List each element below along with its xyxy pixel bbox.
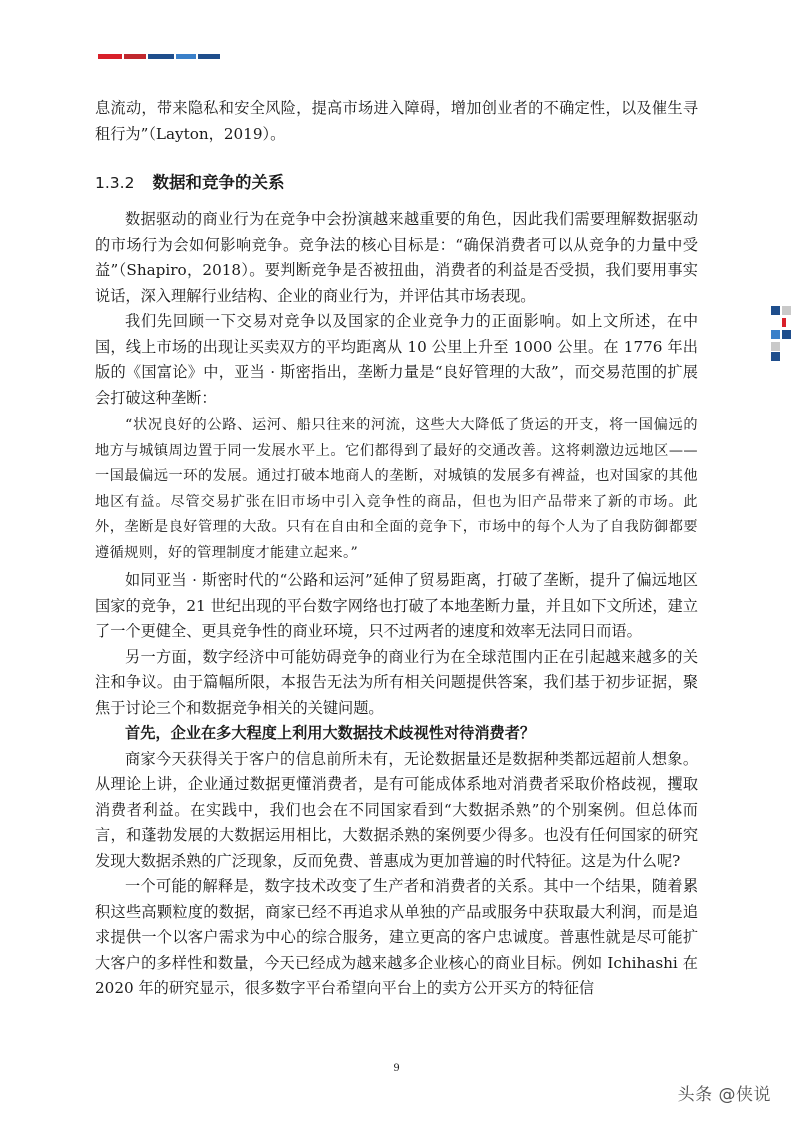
paragraph-top: 息流动，带来隐私和安全风险，提高市场进入障碍，增加创业者的不确定性，以及催生寻租行为”（Layton，2019）。 — [95, 99, 698, 143]
quote-text: “状况良好的公路、运河、船只往来的河流，这些大大降低了货运的开支，将一国偏远的地方与城镇周边置于同一发展水平上。它们都得到了最好的交通改善。这将刺激边远地区——一国最偏远一环的发展。通过打破本地商人的垄断，对城镇的发展多有裨益，也对国家的其他地区有益。尽管交易扩张在旧市场中引入竞争性的商品，但也为旧产品带来了新的市场。此外，垄断是良好管理的大敌。只有在自由和全面的竞争下，市场中的每个人为了自我防御都要遵循规则，好的管理制度才能建立起来。” — [95, 417, 698, 561]
side-square-3 — [782, 318, 786, 327]
paragraph-7: 一个可能的解释是，数字技术改变了生产者和消费者的关系。其中一个结果，随着累积这些高颗粒度的数据，商家已经不再追求从单独的产品或服务中获取最大利润，而是追求提供一个以客户需求为中心的综合服务，建立更高的客户忠诚度。普惠性就是尽可能扩大客户的多样性和数量，今天已经成为越来越多企业核心的商业目标。例如 Ichihashi 在 2020 年的研究显示，很多数字平台希望向平台上的卖方公开买方的特征信 — [95, 877, 698, 997]
section-title: 数据和竞争的关系 — [152, 173, 285, 192]
header-color-bars — [98, 54, 220, 59]
quote-block — [95, 413, 698, 566]
header-bar-red2 — [124, 54, 146, 59]
page-number: 9 — [393, 1063, 400, 1074]
side-square-6 — [771, 342, 780, 351]
header-bar-blue2 — [198, 54, 220, 59]
paragraph-6: 商家今天获得关于客户的信息前所未有，无论数据量还是数据种类都远超前人想象。从理论上讲，企业通过数据更懂消费者，是有可能成体系地对消费者采取价格歧视，攫取消费者利益。在实践中，我们也会在不同国家看到“大数据杀熟”的个别案例。但总体而言，和蓬勃发展的大数据运用相比，大数据杀熟的案例要少得多。也没有任何国家的研究发现大数据杀熟的广泛现象，反而免费、普惠成为更加普遍的时代特征。这是为什么呢? — [95, 749, 698, 870]
side-square-5 — [782, 330, 791, 339]
header-bar-red — [98, 54, 122, 59]
watermark: 头条 @侠说 — [677, 1085, 771, 1105]
page-body — [95, 96, 698, 1002]
header-bar-blue — [148, 54, 174, 59]
paragraph-1: 数据驱动的商业行为在竞争中会扮演越来越重要的角色，因此我们需要理解数据驱动的市场行为会如何影响竞争。竞争法的核心目标是：“确保消费者可以从竞争的力量中受益”（Shapiro，2018）。要判断竞争是否被扭曲，消费者的利益是否受损，我们要用事实说话，深入理解行业结构、企业的商业行为，并评估其市场表现。 — [95, 210, 698, 305]
paragraph-3: 如同亚当 · 斯密时代的“公路和运河”延伸了贸易距离，打破了垄断，提升了偏远地区国家的竞争，21 世纪出现的平台数字网络也打破了本地垄断力量，并且如下文所述，建立了一个更健全、更具竞争性的商业环境，只不过两者的速度和效率无法同日而语。 — [95, 571, 698, 640]
paragraph-4: 另一方面，数字经济中可能妨碍竞争的商业行为在全球范围内正在引起越来越多的关注和争议。由于篇幅所限，本报告无法为所有相关问题提供答案，我们基于初步证据，聚焦于讨论三个和数据竞争相关的关键问题。 — [95, 647, 698, 717]
section-number: 1.3.2 — [95, 174, 135, 192]
paragraph-5-bold: 首先，企业在多大程度上利用大数据技术歧视性对待消费者？ — [125, 724, 536, 742]
section-heading — [95, 171, 698, 195]
side-square-4 — [771, 330, 780, 339]
paragraph-2: 我们先回顾一下交易对竞争以及国家的企业竞争力的正面影响。如上文所述，在中国，线上市场的出现让买卖双方的平均距离从 10 公里上升至 1000 公里。在 1776 年出版的《国富论》中，亚当 · 斯密指出，垄断力量是“良好管理的大敌”，而交易范围的扩展会打破这种垄断： — [95, 312, 698, 407]
side-decoration — [771, 306, 793, 366]
side-square-2 — [782, 306, 791, 315]
side-square-7 — [771, 352, 780, 361]
side-square-1 — [771, 306, 780, 315]
header-bar-blue-light — [176, 54, 196, 59]
